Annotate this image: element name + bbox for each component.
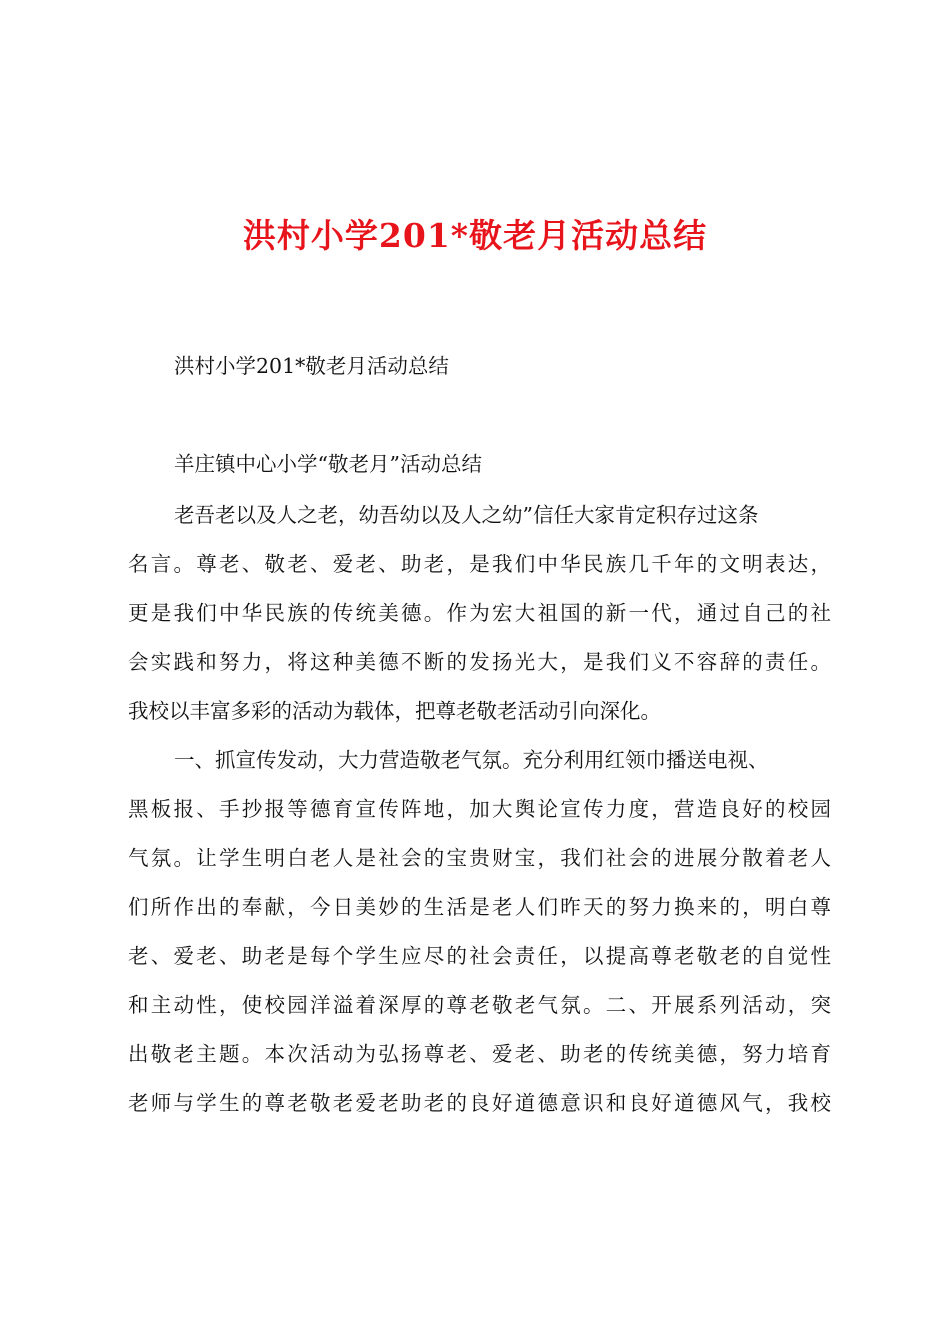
subtitle: 洪村小学201*敬老月活动总结 bbox=[174, 354, 449, 378]
section-heading: 羊庄镇中心小学“敬老月”活动总结 bbox=[174, 452, 482, 476]
paragraph-2-line-3: 气氛。让学生明白老人是社会的宝贵财宝，我们社会的进展分散着老人 bbox=[128, 846, 831, 870]
paragraph-2-line-4: 们所作出的奉献，今日美妙的生活是老人们昨天的努力换来的，明白尊 bbox=[128, 895, 831, 919]
paragraph-1-line-3: 更是我们中华民族的传统美德。作为宏大祖国的新一代，通过自己的社 bbox=[128, 601, 831, 625]
paragraph-1-line-1: 老吾老以及人之老，幼吾幼以及人之幼”信任大家肯定积存过这条 bbox=[174, 503, 759, 527]
paragraph-2-line-6: 和主动性，使校园洋溢着深厚的尊老敬老气氛。二、开展系列活动，突 bbox=[128, 993, 831, 1017]
paragraph-2-line-7: 出敬老主题。本次活动为弘扬尊老、爱老、助老的传统美德，努力培育 bbox=[128, 1042, 831, 1066]
paragraph-1-line-5: 我校以丰富多彩的活动为载体，把尊老敬老活动引向深化。 bbox=[128, 699, 661, 723]
paragraph-2-line-1: 一、抓宣传发动，大力营造敬老气氛。充分利用红领巾播送电视、 bbox=[174, 748, 769, 772]
paragraph-1-line-2: 名言。尊老、敬老、爱老、助老，是我们中华民族几千年的文明表达， bbox=[128, 552, 831, 576]
paragraph-2-line-8: 老师与学生的尊老敬老爱老助老的良好道德意识和良好道德风气，我校 bbox=[128, 1091, 831, 1115]
document-title: 洪村小学201*敬老月活动总结 bbox=[242, 216, 708, 255]
paragraph-2-line-2: 黑板报、手抄报等德育宣传阵地，加大舆论宣传力度，营造良好的校园 bbox=[128, 797, 831, 821]
paragraph-1-line-4: 会实践和努力，将这种美德不断的发扬光大，是我们义不容辞的责任。 bbox=[128, 650, 831, 674]
paragraph-2-line-5: 老、爱老、助老是每个学生应尽的社会责任，以提高尊老敬老的自觉性 bbox=[128, 944, 831, 968]
